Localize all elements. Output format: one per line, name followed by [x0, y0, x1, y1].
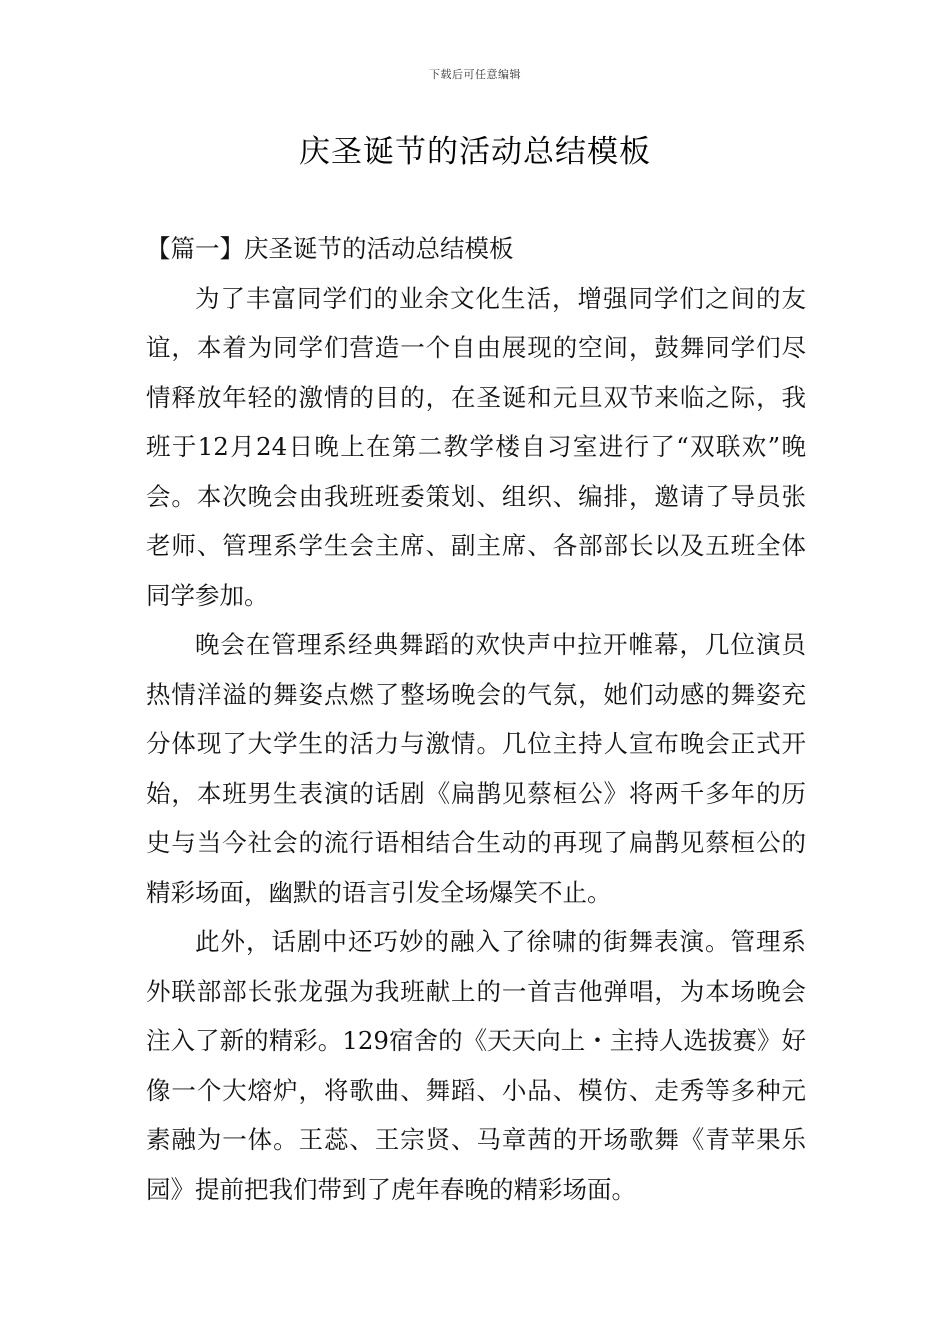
- section-heading: 【篇一】庆圣诞节的活动总结模板: [146, 234, 514, 263]
- document-title: 庆圣诞节的活动总结模板: [299, 134, 651, 170]
- body-paragraph: 晚会在管理系经典舞蹈的欢快声中拉开帷幕，几位演员热情洋溢的舞姿点燃了整场晚会的气氛，她们动感的舞姿充分体现了大学生的活力与激情。几位主持人宣布晚会正式开始，本班男生表演的话剧《扁鹊见蔡桓公》将两千多年的历史与当今社会的流行语相结合生动的再现了扁鹊见蔡桓公的精彩场面，幽默的语言引发全场爆笑不止。: [146, 630, 806, 907]
- document-body: [146, 224, 806, 1214]
- header-note: 下载后可任意编辑: [429, 68, 521, 81]
- body-paragraph: 此外，话剧中还巧妙的融入了徐啸的街舞表演。管理系外联部部长张龙强为我班献上的一首吉他弹唱，为本场晚会注入了新的精彩。129宿舍的《天天向上・主持人选拔赛》好像一个大熔炉，将歌曲、舞蹈、小品、模仿、走秀等多种元素融为一体。王蕊、王宗贤、马章茜的开场歌舞《青苹果乐园》提前把我们带到了虎年春晚的精彩场面。: [146, 927, 806, 1204]
- body-paragraph: 为了丰富同学们的业余文化生活，增强同学们之间的友谊，本着为同学们营造一个自由展现的空间，鼓舞同学们尽情释放年轻的激情的目的，在圣诞和元旦双节来临之际，我班于12月24日晚上在第二教学楼自习室进行了“双联欢”晚会。本次晚会由我班班委策划、组织、编排，邀请了导员张老师、管理系学生会主席、副主席、各部部长以及五班全体同学参加。: [146, 283, 806, 610]
